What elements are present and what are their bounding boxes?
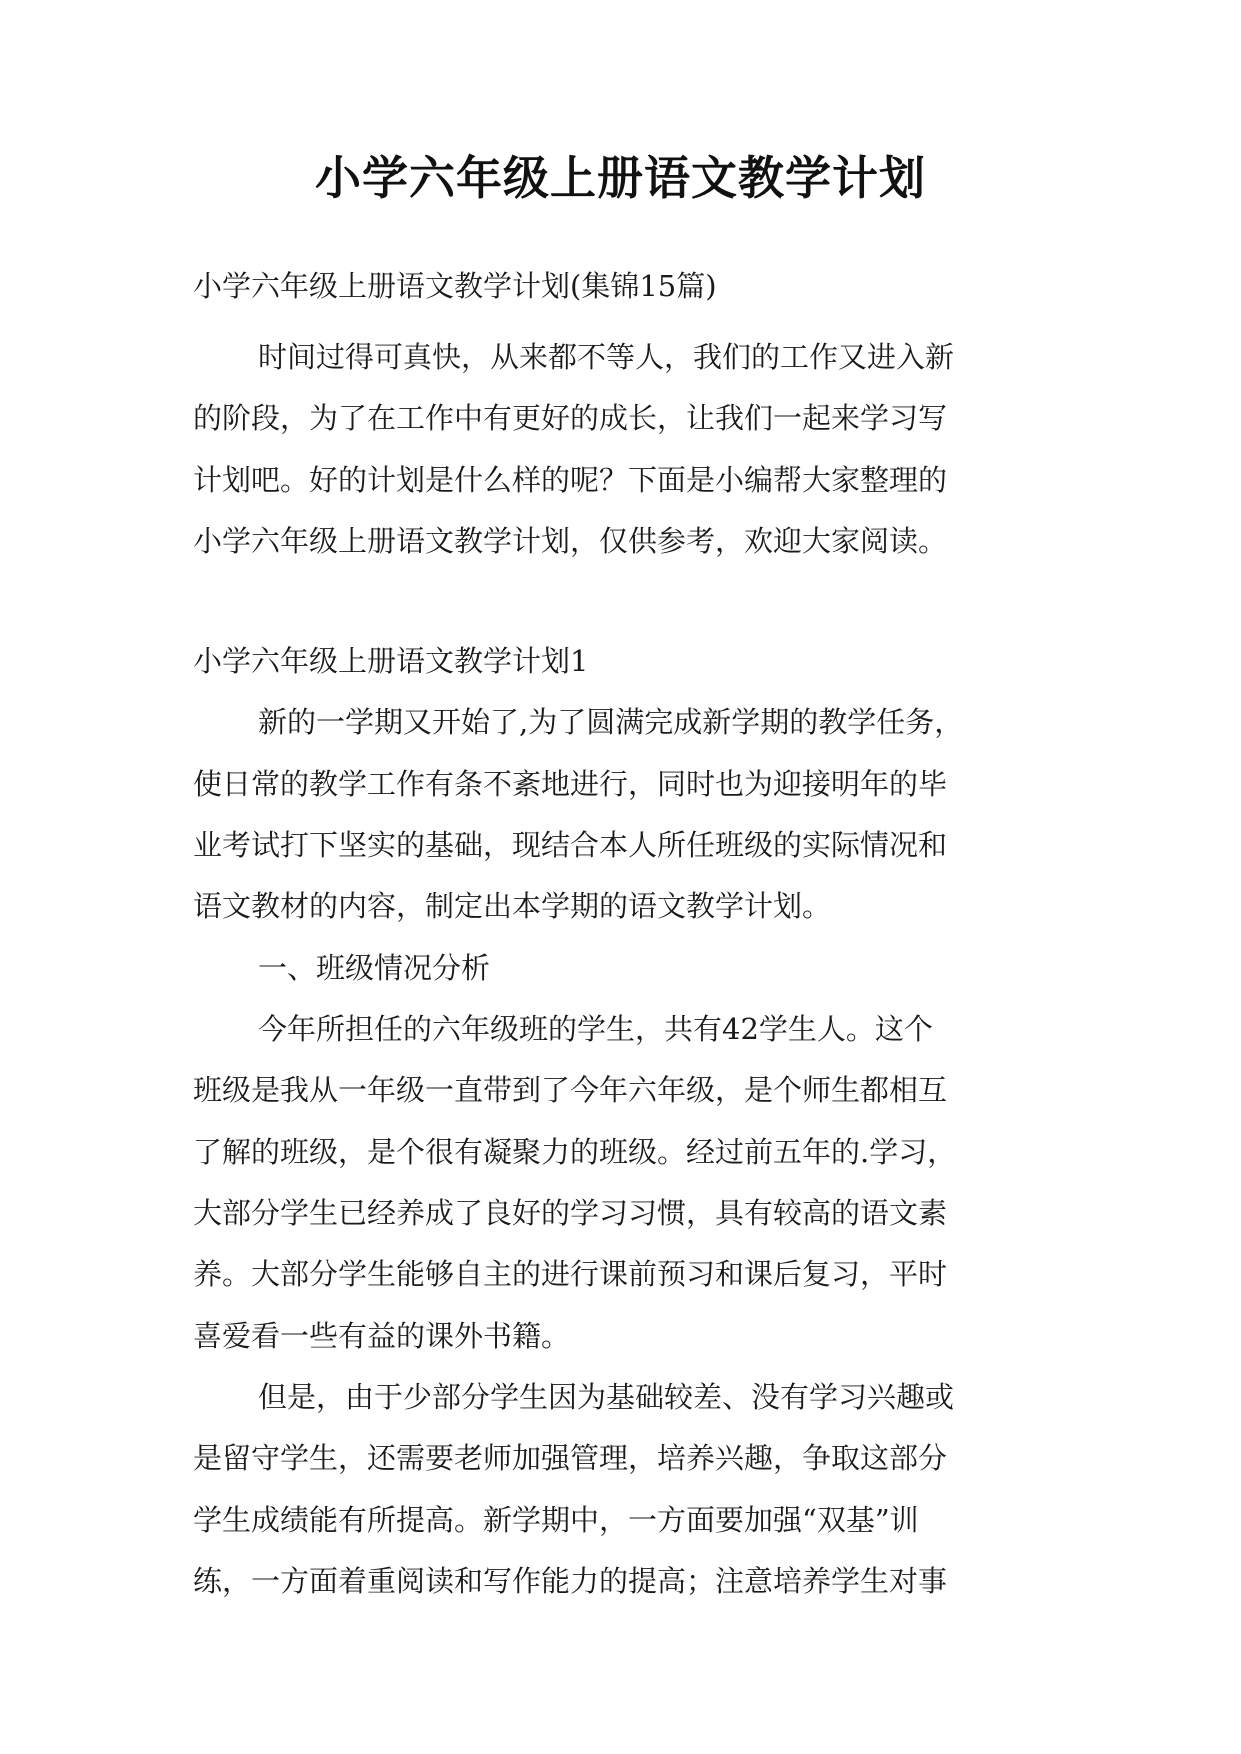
para1-line-1: 新的一学期又开始了,为了圆满完成新学期的教学任务， [258,705,964,739]
intro-line-3: 计划吧。好的计划是什么样的呢？下面是小编帮大家整理的 [193,463,948,497]
para3-line-1: 但是，由于少部分学生因为基础较差、没有学习兴趣或 [258,1380,955,1414]
para3-line-3: 学生成绩能有所提高。新学期中，一方面要加强“双基”训 [193,1503,919,1537]
para2-line-3: 了解的班级，是个很有凝聚力的班级。经过前五年的.学习， [193,1135,957,1169]
intro-line-4: 小学六年级上册语文教学计划，仅供参考，欢迎大家阅读。 [193,524,948,558]
subtitle-line: 小学六年级上册语文教学计划(集锦15篇) [193,269,717,303]
para2-line-5: 养。大部分学生能够自主的进行课前预习和课后复习，平时 [193,1257,948,1291]
subheading-class-analysis: 一、班级情况分析 [258,951,491,985]
intro-line-2: 的阶段，为了在工作中有更好的成长，让我们一起来学习写 [193,401,948,435]
para2-line-6: 喜爱看一些有益的课外书籍。 [193,1319,571,1353]
intro-line-1: 时间过得可真快，从来都不等人，我们的工作又进入新 [258,340,955,374]
para1-line-3: 业考试打下坚实的基础，现结合本人所任班级的实际情况和 [193,828,948,862]
para3-line-2: 是留守学生，还需要老师加强管理，培养兴趣，争取这部分 [193,1441,948,1475]
para1-line-2: 使日常的教学工作有条不紊地进行，同时也为迎接明年的毕 [193,767,948,801]
para1-line-4: 语文教材的内容，制定出本学期的语文教学计划。 [193,889,832,923]
para2-line-4: 大部分学生已经养成了良好的学习习惯，具有较高的语文素 [193,1196,948,1230]
section-heading-1: 小学六年级上册语文教学计划1 [193,644,589,678]
para3-line-4: 练，一方面着重阅读和写作能力的提高；注意培养学生对事 [193,1564,948,1598]
para2-line-1: 今年所担任的六年级班的学生，共有42学生人。这个 [258,1012,933,1046]
para2-line-2: 班级是我从一年级一直带到了今年六年级，是个师生都相互 [193,1073,948,1107]
document-title: 小学六年级上册语文教学计划 [315,151,926,205]
